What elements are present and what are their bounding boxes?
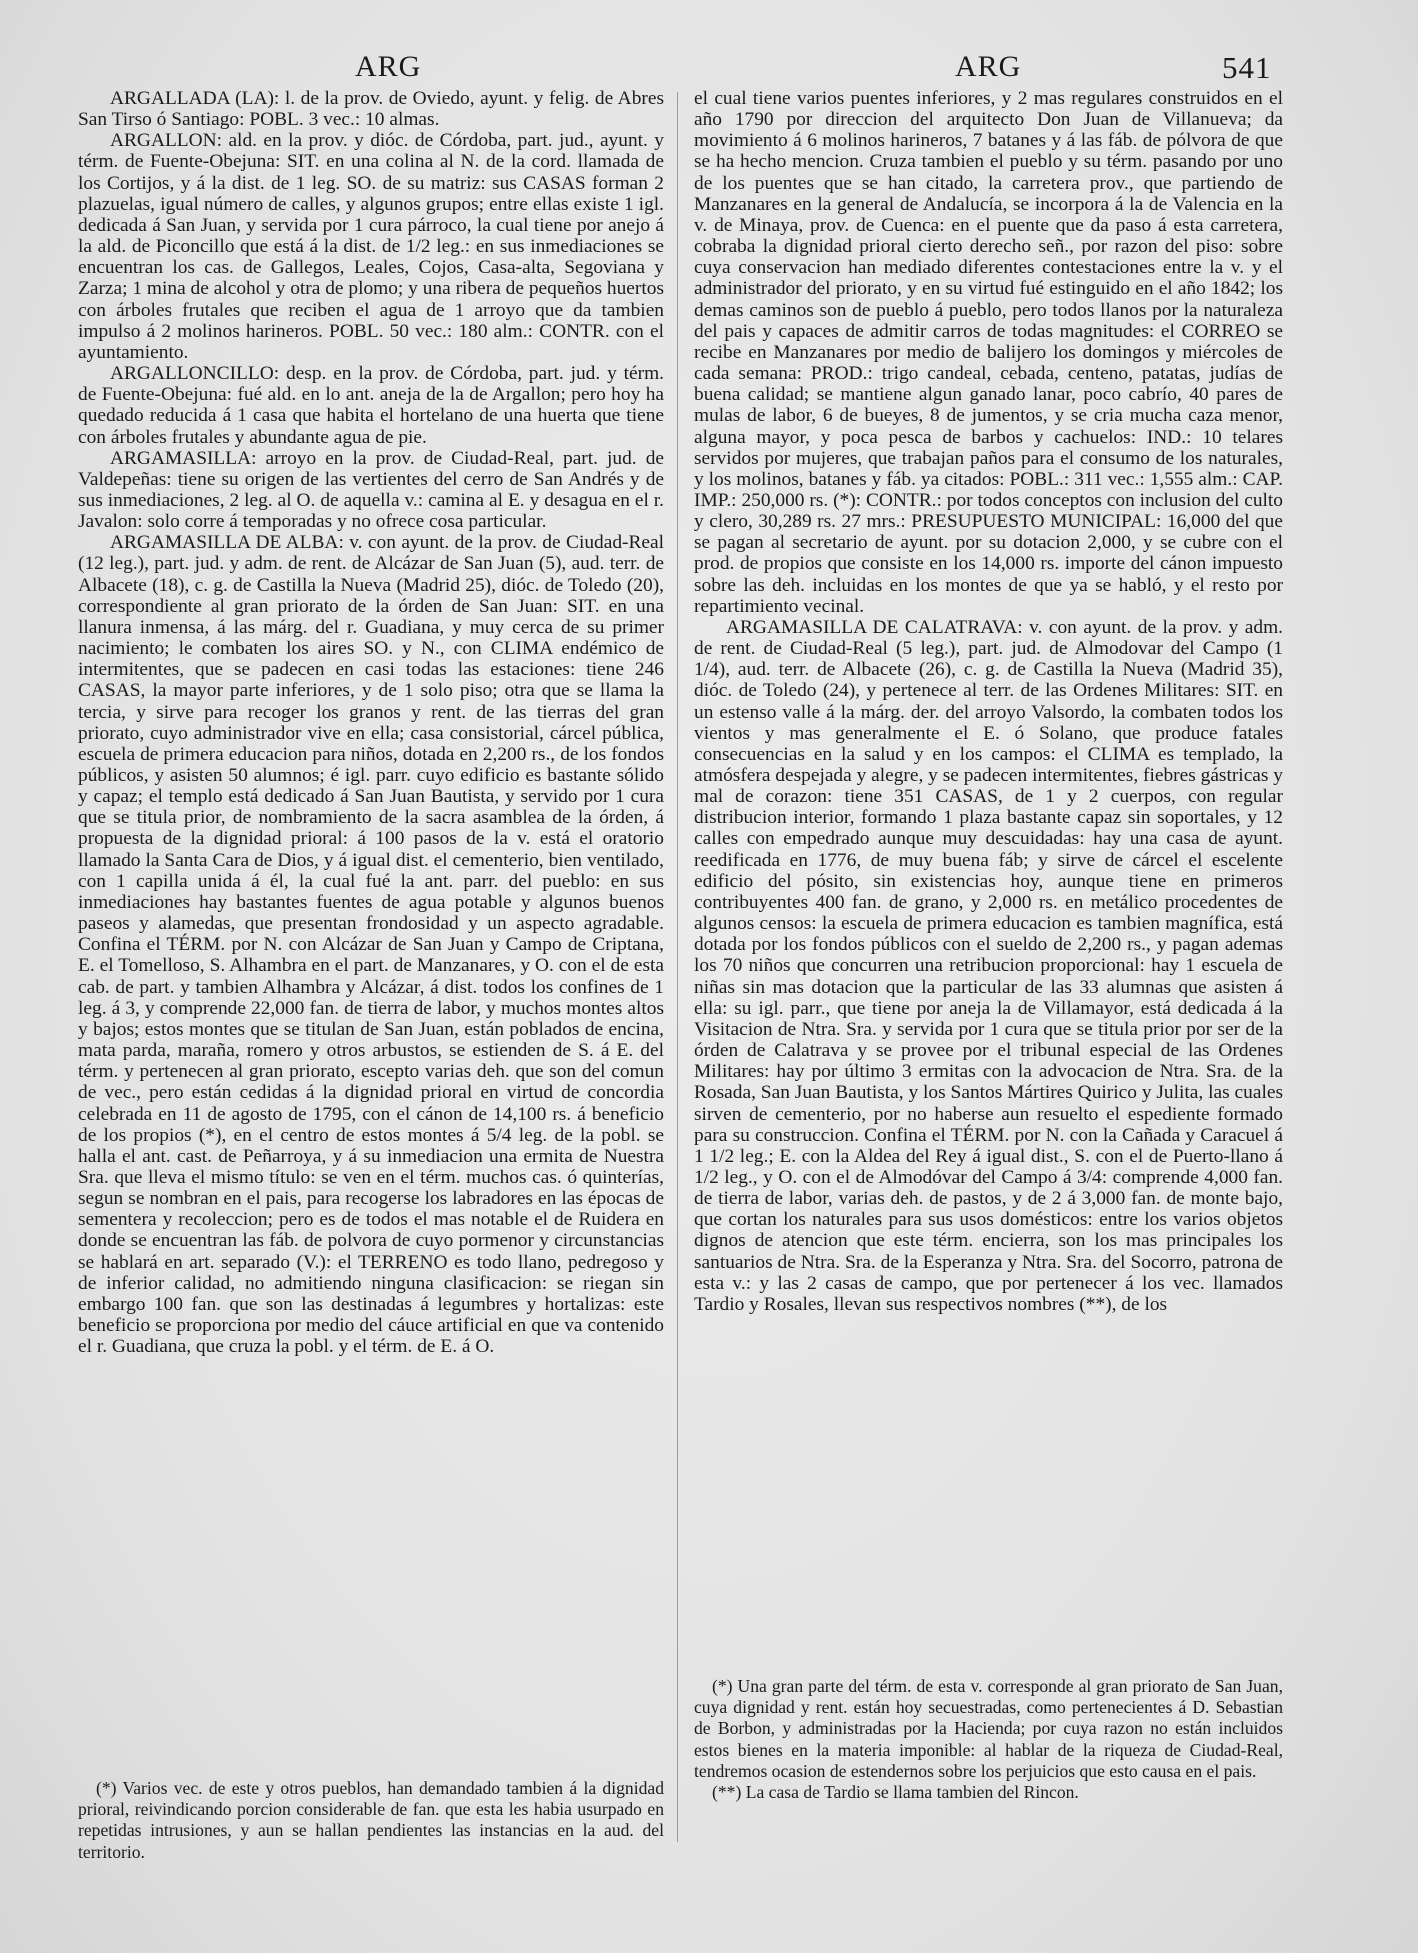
left-column (78, 88, 664, 1357)
footnote-text: (*) Una gran parte del térm. de esta v. corresponde al gran priorato de San Juan, cuya dignidad y rent. están hoy secuestradas, como pertenecientes á D. Sebastian de Borbon, y administradas por la Hacienda; por cuya razon no están incluidos estos bienes en la materia imponible: al hablar de la riqueza de Ciudad-Real, tendremos ocasion de estendernos sobre los perjuicios que esto causa en el pais. (694, 1676, 1283, 1781)
running-header-left: ARG (355, 50, 422, 83)
entry-argamasilla (78, 448, 664, 533)
footnote-text: (**) La casa de Tardio se llama tambien del Rincon. (712, 1782, 1079, 1803)
entry-argamasilla-de-alba (78, 532, 664, 1357)
page-number: 541 (1222, 50, 1272, 85)
entry-text: : v. con ayunt. de la prov. y adm. de rent. de Ciudad-Real (5 leg.), part. jud. de Almodovar del Campo (1 1/4), aud. terr. de Albacete (26), c. g. de Castilla la Nueva (Madrid 35), dióc. de Toledo (24), y pertenece al terr. de las Ordenes Militares: SIT. en un estenso valle á la márg. der. del arroyo Valsordo, la combaten todos los vientos y mas generalmente el E. ó Solano, que produce fatales consecuencias en la salud y en los campos: el CLIMA es templado, la atmósfera despejada y alegre, y se padecen intermitentes, fiebres gástricas y mal de corazon: tiene 351 CASAS, de 1 y 2 cuerpos, con regular distribucion interior, formando 1 plaza bastante capaz sin soportales, y 12 calles con empedrado aunque muy descuidadas: hay una casa de ayunt. reedificada en 1776, de muy buena fáb; y sirve de cárcel el escelente edificio del pósito, sin existencias hoy, aunque tiene en primeros contribuyentes 400 fan. de grano, y 2,000 rs. en metálico procedentes de algunos censos: la escuela de primera educacion es tambien magnífica, está dotada por los fondos públicos con el sueldo de 2,200 rs., y pagan ademas los 70 niños que concurren una retribucion proporcional: hay 1 escuela de niñas sin mas dotacion que la particular de las 33 alumnas que asisten á ella: su igl. parr., que tiene por aneja la de Villamayor, está dedicada á la Visitacion de Ntra. Sra. y servida por 1 cura que se titula prior por ser de la órden de Calatrava y se provee por el tribunal especial de las Ordenes Militares: hay por último 3 ermitas con la advocacion de Ntra. Sra. de la Rosada, San Juan Bautista, y los Santos Mártires Quirico y Julita, las cuales sirven de cementerio, por no haberse aun resuelto el espediente formado para su construccion. Confina el TÉRM. por N. con la Cañada y Caracuel á 1 1/2 leg.; E. con la Aldea del Rey á igual dist., S. con el de Puerto-llano á 1/2 leg., y O. con el de Almodóvar del Campo á 3/4: comprende 4,000 fan. de tierra de labor, varias deh. de pastos, y de 2 á 3,000 fan. de monte bajo, que cortan los naturales para sus usos domésticos: entre los varios objetos dignos de atencion que este térm. encierra, son los mas principales los santuarios de Ntra. Sra. de la Esperanza y Ntra. Sra. del Socorro, patrona de esta v.: y las 2 casas de campo, que por pertenecer á los vec. llamados Tardio y Rosales, llevan sus respectivos nombres (**), de los (694, 616, 1283, 1315)
right-column (694, 88, 1283, 1315)
column-divider (677, 92, 678, 1842)
running-header-right: ARG (955, 50, 1022, 83)
entry-text: (LA): l. de la prov. de Oviedo, ayunt. y felig. de Abres San Tirso ó Santiago: POBL. 3 vec.: 10 almas. (78, 88, 664, 131)
footnote-left (78, 1778, 664, 1863)
entry-text: : arroyo en la prov. de Ciudad-Real, part. jud. de Valdepeñas: tiene su origen de las vertientes del cerro de San Andrés y de sus inmediaciones, 2 leg. al O. de aquella v.: camina al E. y desagua en el r. Javalon: solo corre á temporadas y no ofrece cosa particular. (78, 447, 664, 533)
footnote-text: (*) Varios vec. de este y otros pueblos, han demandado tambien á la dignidad prioral, reivindicando porcion considerable de fan. que esta les habia usurpado en repetidas intrusiones, y aun se hallan pendientes las instancias en la aud. del territorio. (78, 1778, 664, 1862)
entry-headword: ARGALLON (110, 130, 217, 152)
entry-argallada (78, 88, 664, 130)
entry-argalloncillo (78, 363, 664, 448)
entry-headword: ARGAMASILLA (110, 447, 252, 469)
entry-text: : desp. en la prov. de Córdoba, part. jud. y térm. de Fuente-Obejuna: fué ald. en lo ant. aneja de la de Argallon; pero hoy ha quedado reducida á 1 casa que habita el hortelano de una huerta que tiene con árboles frutales y abundante agua de pie. (78, 363, 664, 448)
entry-argallon (78, 130, 664, 363)
entry-continuation: el cual tiene varios puentes inferiores, y 2 mas regulares construidos en el año 1790 por direccion del arquitecto Don Juan de Villanueva; da movimiento á 6 molinos harineros, 7 batanes y á las fáb. de pólvora de que se ha hecho mencion. Cruza tambien el pueblo y su térm. pasando por uno de los puentes que se han citado, la carretera prov., que partiendo de Manzanares en la general de Andalucía, se incorpora á la de Valencia en la v. de Minaya, prov. de Cuenca: en el puente que da paso á esta carretera, cobraba la dignidad prioral cierto derecho señ., por razon del piso: sobre cuya conservacion han mediado diferentes contestaciones entre la v. y el administrador del priorato, y en su virtud fué estinguido en el año 1842; los demas caminos son de pueblo á pueblo, pero todos llanos por la naturaleza del pais y capaces de admitir carros de todas magnitudes: el CORREO se recibe en Manzanares por medio de balijero los domingos y miércoles de cada semana: PROD.: trigo candeal, cebada, centeno, patatas, judías de buena calidad; se mantiene algun ganado lanar, poco cabrío, 40 pares de mulas de labor, 6 de bueyes, 8 de jumentos, y se cria mucha caza menor, alguna mayor, y poca pesca de barbos y cachuelos: IND.: 10 telares servidos por mujeres, que trabajan paños para el consumo de los naturales, y los molinos, batanes y fáb. ya citados: POBL.: 311 vec.: 1,555 alm.: CAP. IMP.: 250,000 rs. (*): CONTR.: por todos conceptos con inclusion del culto y clero, 30,289 rs. 27 mrs.: PRESUPUESTO MUNICIPAL: 16,000 del que se pagan al secretario de ayunt. por su dotacion 2,000, y se cubre con el prod. de propios que consiste en los 14,000 rs. importe del cánon impuesto sobre las deh. incluidas en los montes de que ya se habló, y el resto por repartimiento vecinal. (694, 88, 1283, 617)
entry-text: : ald. en la prov. y dióc. de Córdoba, part. jud., ayunt. y térm. de Fuente-Obejuna: SIT. en una colina al N. de la cord. llamada de los Cortijos, y á la dist. de 1 leg. SO. de su matriz: sus CASAS forman 2 plazuelas, igual número de calles, y algunos grupos; entre ellas existe 1 igl. dedicada á San Juan, y servida por 1 cura párroco, la cual tiene por anejo á la ald. de Piconcillo que está á la dist. de 1/2 leg.: en sus inmediaciones se encuentran los cas. de Gallegos, Leales, Cojos, Casa-alta, Segoviana y Zarza; 1 mina de alcohol y otra de plomo; y una ribera de pequeños huertos con árboles frutales que reciben el agua de 1 arroyo que da tambien impulso á 2 molinos harineros. POBL. 50 vec.: 180 alm.: CONTR. con el ayuntamiento. (78, 130, 664, 363)
entry-headword: ARGALLONCILLO (110, 363, 274, 385)
entry-headword: ARGALLADA (110, 88, 230, 109)
entry-headword: ARGAMASILLA DE ALBA (110, 532, 339, 554)
entry-argamasilla-de-calatrava (694, 617, 1283, 1315)
entry-text: : v. con ayunt. de la prov. de Ciudad-Real (12 leg.), part. jud. y adm. de rent. de Alcázar de San Juan (5), aud. terr. de Albacete (18), c. g. de Castilla la Nueva (Madrid 25), dióc. de Toledo (20), correspondiente al gran priorato de la órden de San Juan: SIT. en una llanura inmensa, á las márg. del r. Guadiana, y muy cerca de su primer nacimiento; le combaten los aires SO. y N., con CLIMA endémico de intermitentes, que se padecen en casi todas las estaciones: tiene 246 CASAS, la mayor parte inferiores, y de 1 solo piso; otra que se llama la tercia, y sirve para recoger los granos y rent. de las tierras del gran priorato, cuyo administrador vive en ella; casa consistorial, cárcel pública, escuela de primera educacion para niños, dotada en 2,200 rs., de los fondos públicos, y asisten 50 alumnos; é igl. parr. cuyo edificio es bastante sólido y capaz; el templo está dedicado á San Juan Bautista, y servido por 1 cura que se titula prior, de nombramiento de la sacra asamblea de la órden, á propuesta de la dignidad prioral: á 100 pasos de la v. está el oratorio llamado la Santa Cara de Dios, y á igual dist. el cementerio, bien ventilado, con 1 capilla unida á él, la cual fué la ant. parr. del pueblo: en sus inmediaciones hay bastantes fuentes de agua potable y algunos buenos paseos y alamedas, que presentan frondosidad y un aspecto agradable. Confina el TÉRM. por N. con Alcázar de San Juan y Campo de Criptana, E. el Tomelloso, S. Alhambra en el part. de Manzanares, y O. con el de esta cab. de part. y tambien Alhambra y Alcázar, á dist. todos los confines de 1 leg. á 3, y comprende 22,000 fan. de tierra de labor, y muchos montes altos y bajos; estos montes que se titulan de San Juan, están poblados de encina, mata parda, maraña, romero y otros arbustos, se estienden de S. á E. del térm. y pertenecen al gran priorato, escepto varias deh. que son del comun de vec., pero están cedidas á la dignidad prioral en virtud de concordia celebrada en 11 de agosto de 1795, con el cánon de 14,100 rs. á beneficio de los propios (*), en el centro de estos montes á 5/4 leg. de la pobl. se halla el ant. cast. de Peñarroya, y á su inmediacion una ermita de Nuestra Sra. que lleva el mismo título: se ven en el térm. muchos cas. ó quinterías, segun se nombran en el pais, para recogerse los labradores en las épocas de sementera y recoleccion; pero es de todos el mas notable el de Ruidera en donde se encuentran las fáb. de polvora de cuyo pormenor y circunstancias se hablará en art. separado (V.): el TERRENO es todo llano, pedregoso y de inferior calidad, no admitiendo ninguna clasificacion: se riegan sin embargo 100 fan. que son las destinadas á legumbres y hortalizas: este beneficio se proporciona por medio del cáuce artificial en que va contenido el r. Guadiana, que cruza la pobl. y el térm. de E. á O. (78, 532, 665, 1358)
entry-headword: ARGAMASILLA DE CALATRAVA (726, 616, 1018, 638)
footnotes-right (694, 1676, 1283, 1803)
